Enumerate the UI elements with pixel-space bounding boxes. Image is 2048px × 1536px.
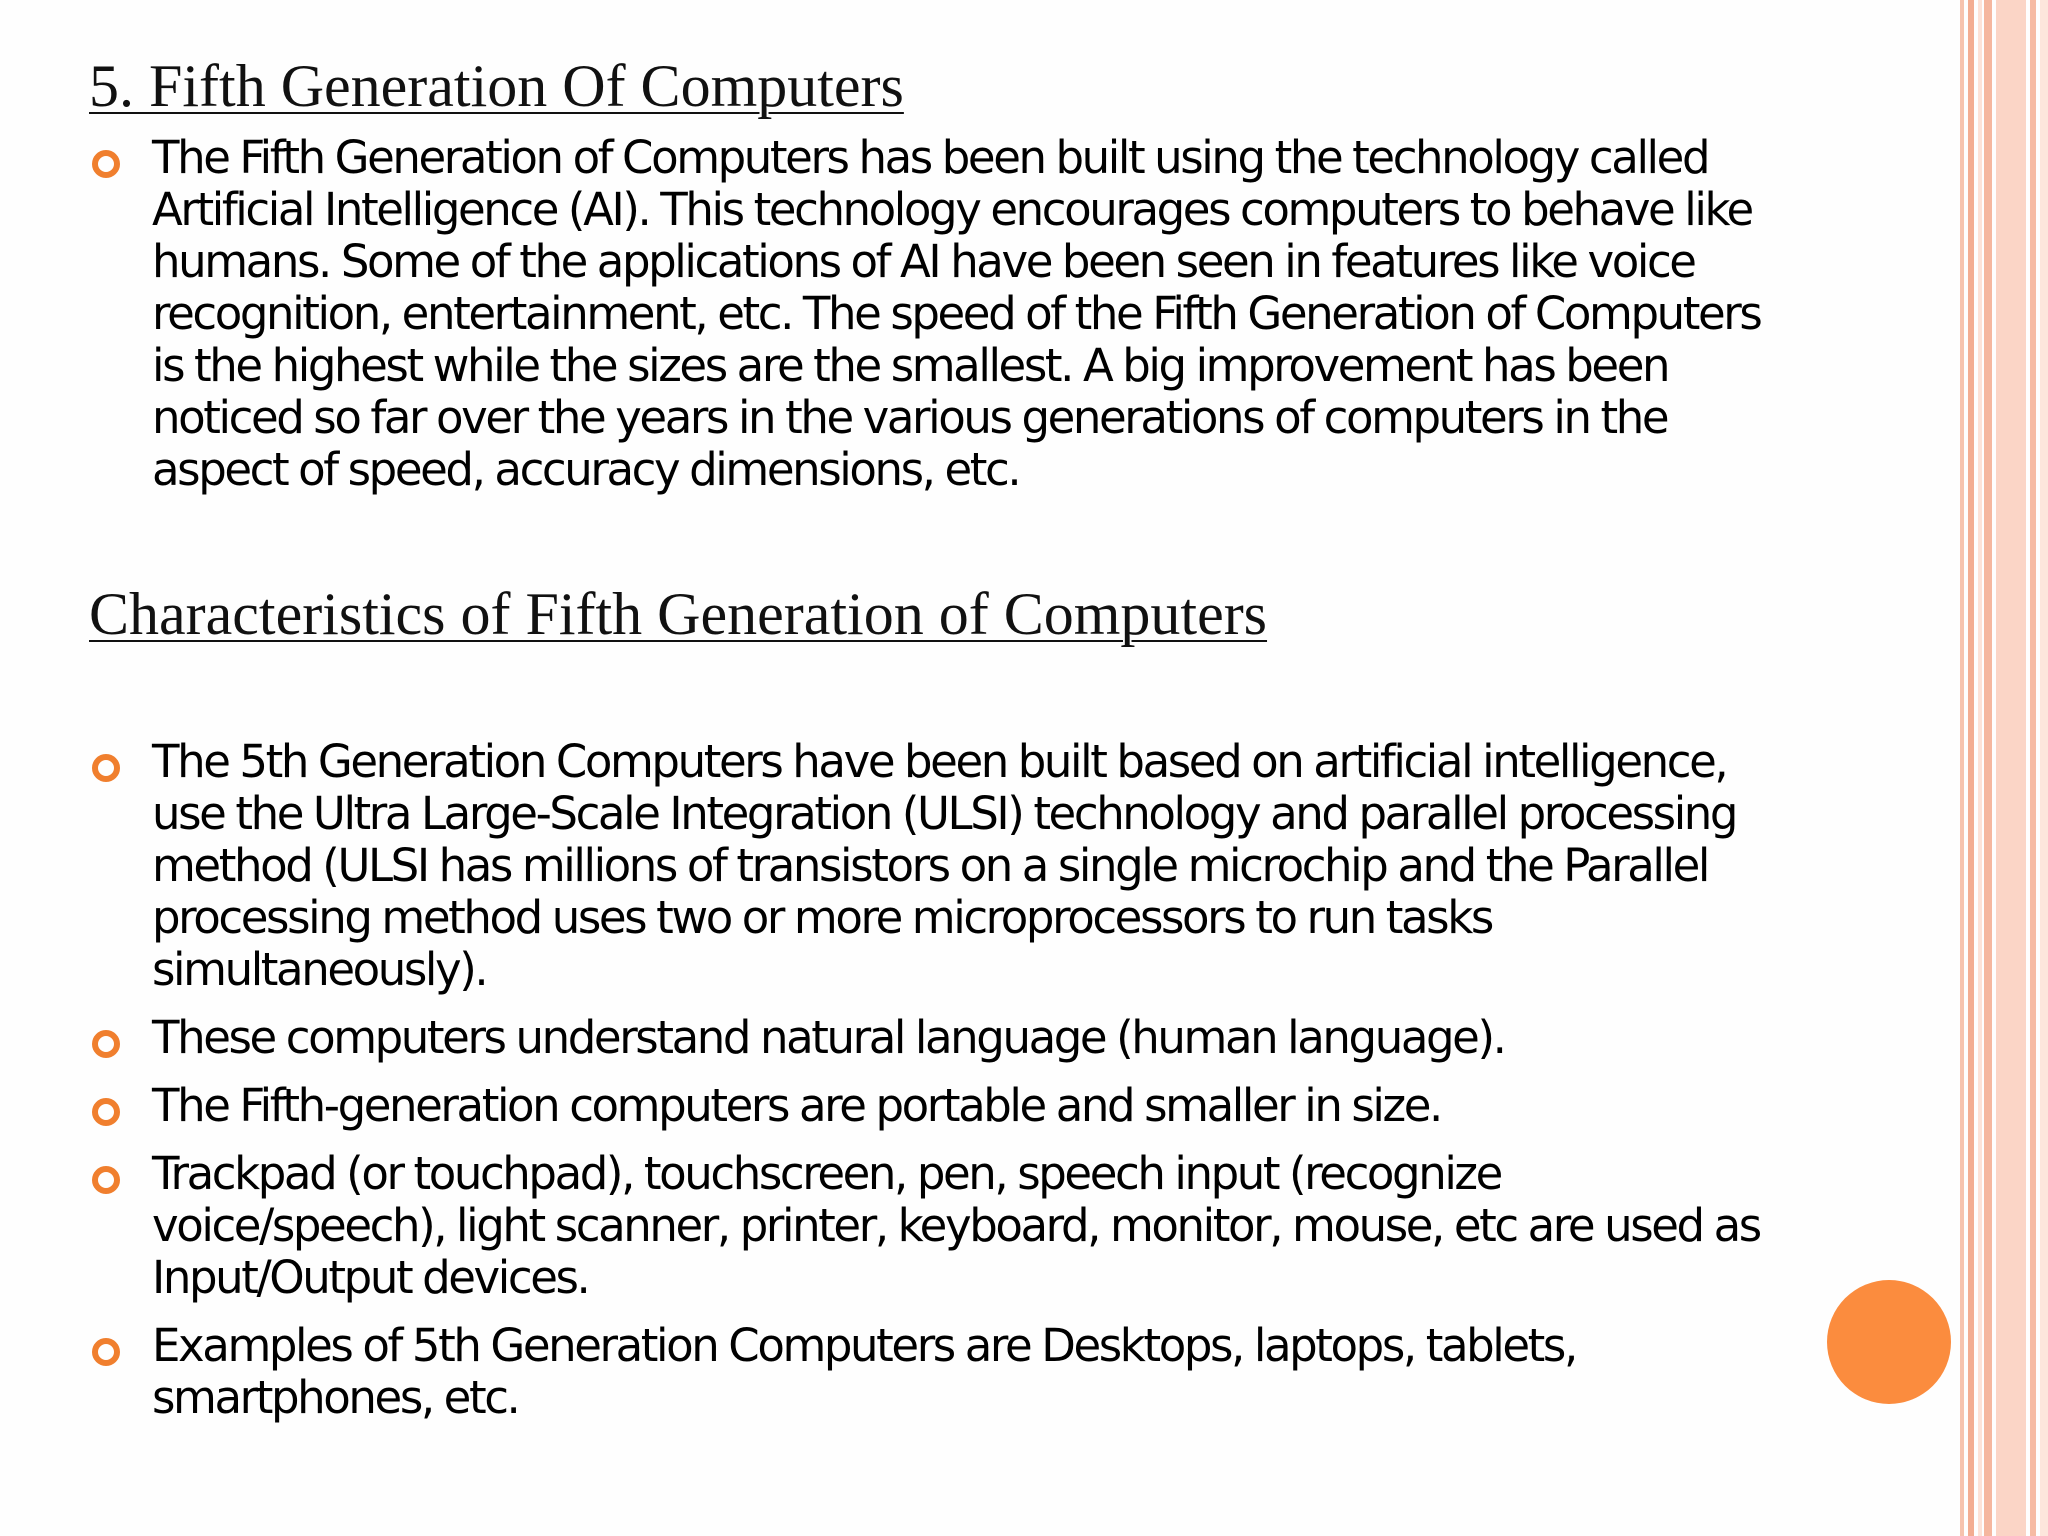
list-item xyxy=(0,132,1792,496)
bullet-circle-icon xyxy=(92,1098,120,1126)
characteristics-bullet-list xyxy=(0,736,1792,1440)
decorative-stripe xyxy=(2030,0,2036,1536)
bullet-text: The Fifth Generation of Computers has been built using the technology called Artificial Intelligence (AI). This technology encourages computers to behave like humans. Some of the applications of AI have been seen in features like voice recognition, entertainment, etc. The speed of the Fifth Generation of Computers is the highest while the sizes are the smallest. A big improvement has been noticed so far over the years in the various generations of computers in the aspect of speed, accuracy dimensions, etc. xyxy=(152,131,1761,496)
bullet-circle-icon xyxy=(92,1166,120,1194)
bullet-text: The 5th Generation Computers have been built based on artificial intelligence, use the Ultra Large-Scale Integration (ULSI) technology and parallel processing method (ULSI has millions of transistors on a single microchip and the Parallel processing method uses two or more microprocessors to run tasks simultaneously). xyxy=(152,735,1737,996)
bullet-circle-icon xyxy=(92,1030,120,1058)
decorative-circle xyxy=(1827,1280,1951,1404)
bullet-text: Trackpad (or touchpad), touchscreen, pen, speech input (recognize voice/speech), light scanner, printer, keyboard, monitor, mouse, etc are used as Input/Output devices. xyxy=(152,1147,1760,1304)
list-item xyxy=(0,1012,1792,1064)
decorative-stripe xyxy=(1984,0,1992,1536)
bullet-text: These computers understand natural language (human language). xyxy=(152,1011,1505,1064)
bullet-circle-icon xyxy=(92,1338,120,1366)
decorative-stripe xyxy=(1960,0,1964,1536)
list-item xyxy=(0,736,1792,996)
decorative-stripe xyxy=(1978,0,1982,1536)
list-item xyxy=(0,1080,1792,1132)
bullet-text: Examples of 5th Generation Computers are Desktops, laptops, tablets, smartphones, etc. xyxy=(152,1319,1576,1424)
list-item xyxy=(0,1320,1792,1424)
section-heading: Characteristics of Fifth Generation of Computers xyxy=(89,581,1268,647)
list-item xyxy=(0,1148,1792,1304)
bullet-circle-icon xyxy=(92,754,120,782)
bullet-circle-icon xyxy=(92,150,120,178)
decorative-stripe xyxy=(1996,0,2026,1536)
intro-bullet-list xyxy=(0,132,1792,496)
bullet-text: The Fifth-generation computers are portable and smaller in size. xyxy=(152,1079,1441,1132)
decorative-stripe xyxy=(1968,0,1974,1536)
decorative-stripe xyxy=(2040,0,2048,1536)
slide-title: 5. Fifth Generation Of Computers xyxy=(89,53,904,119)
